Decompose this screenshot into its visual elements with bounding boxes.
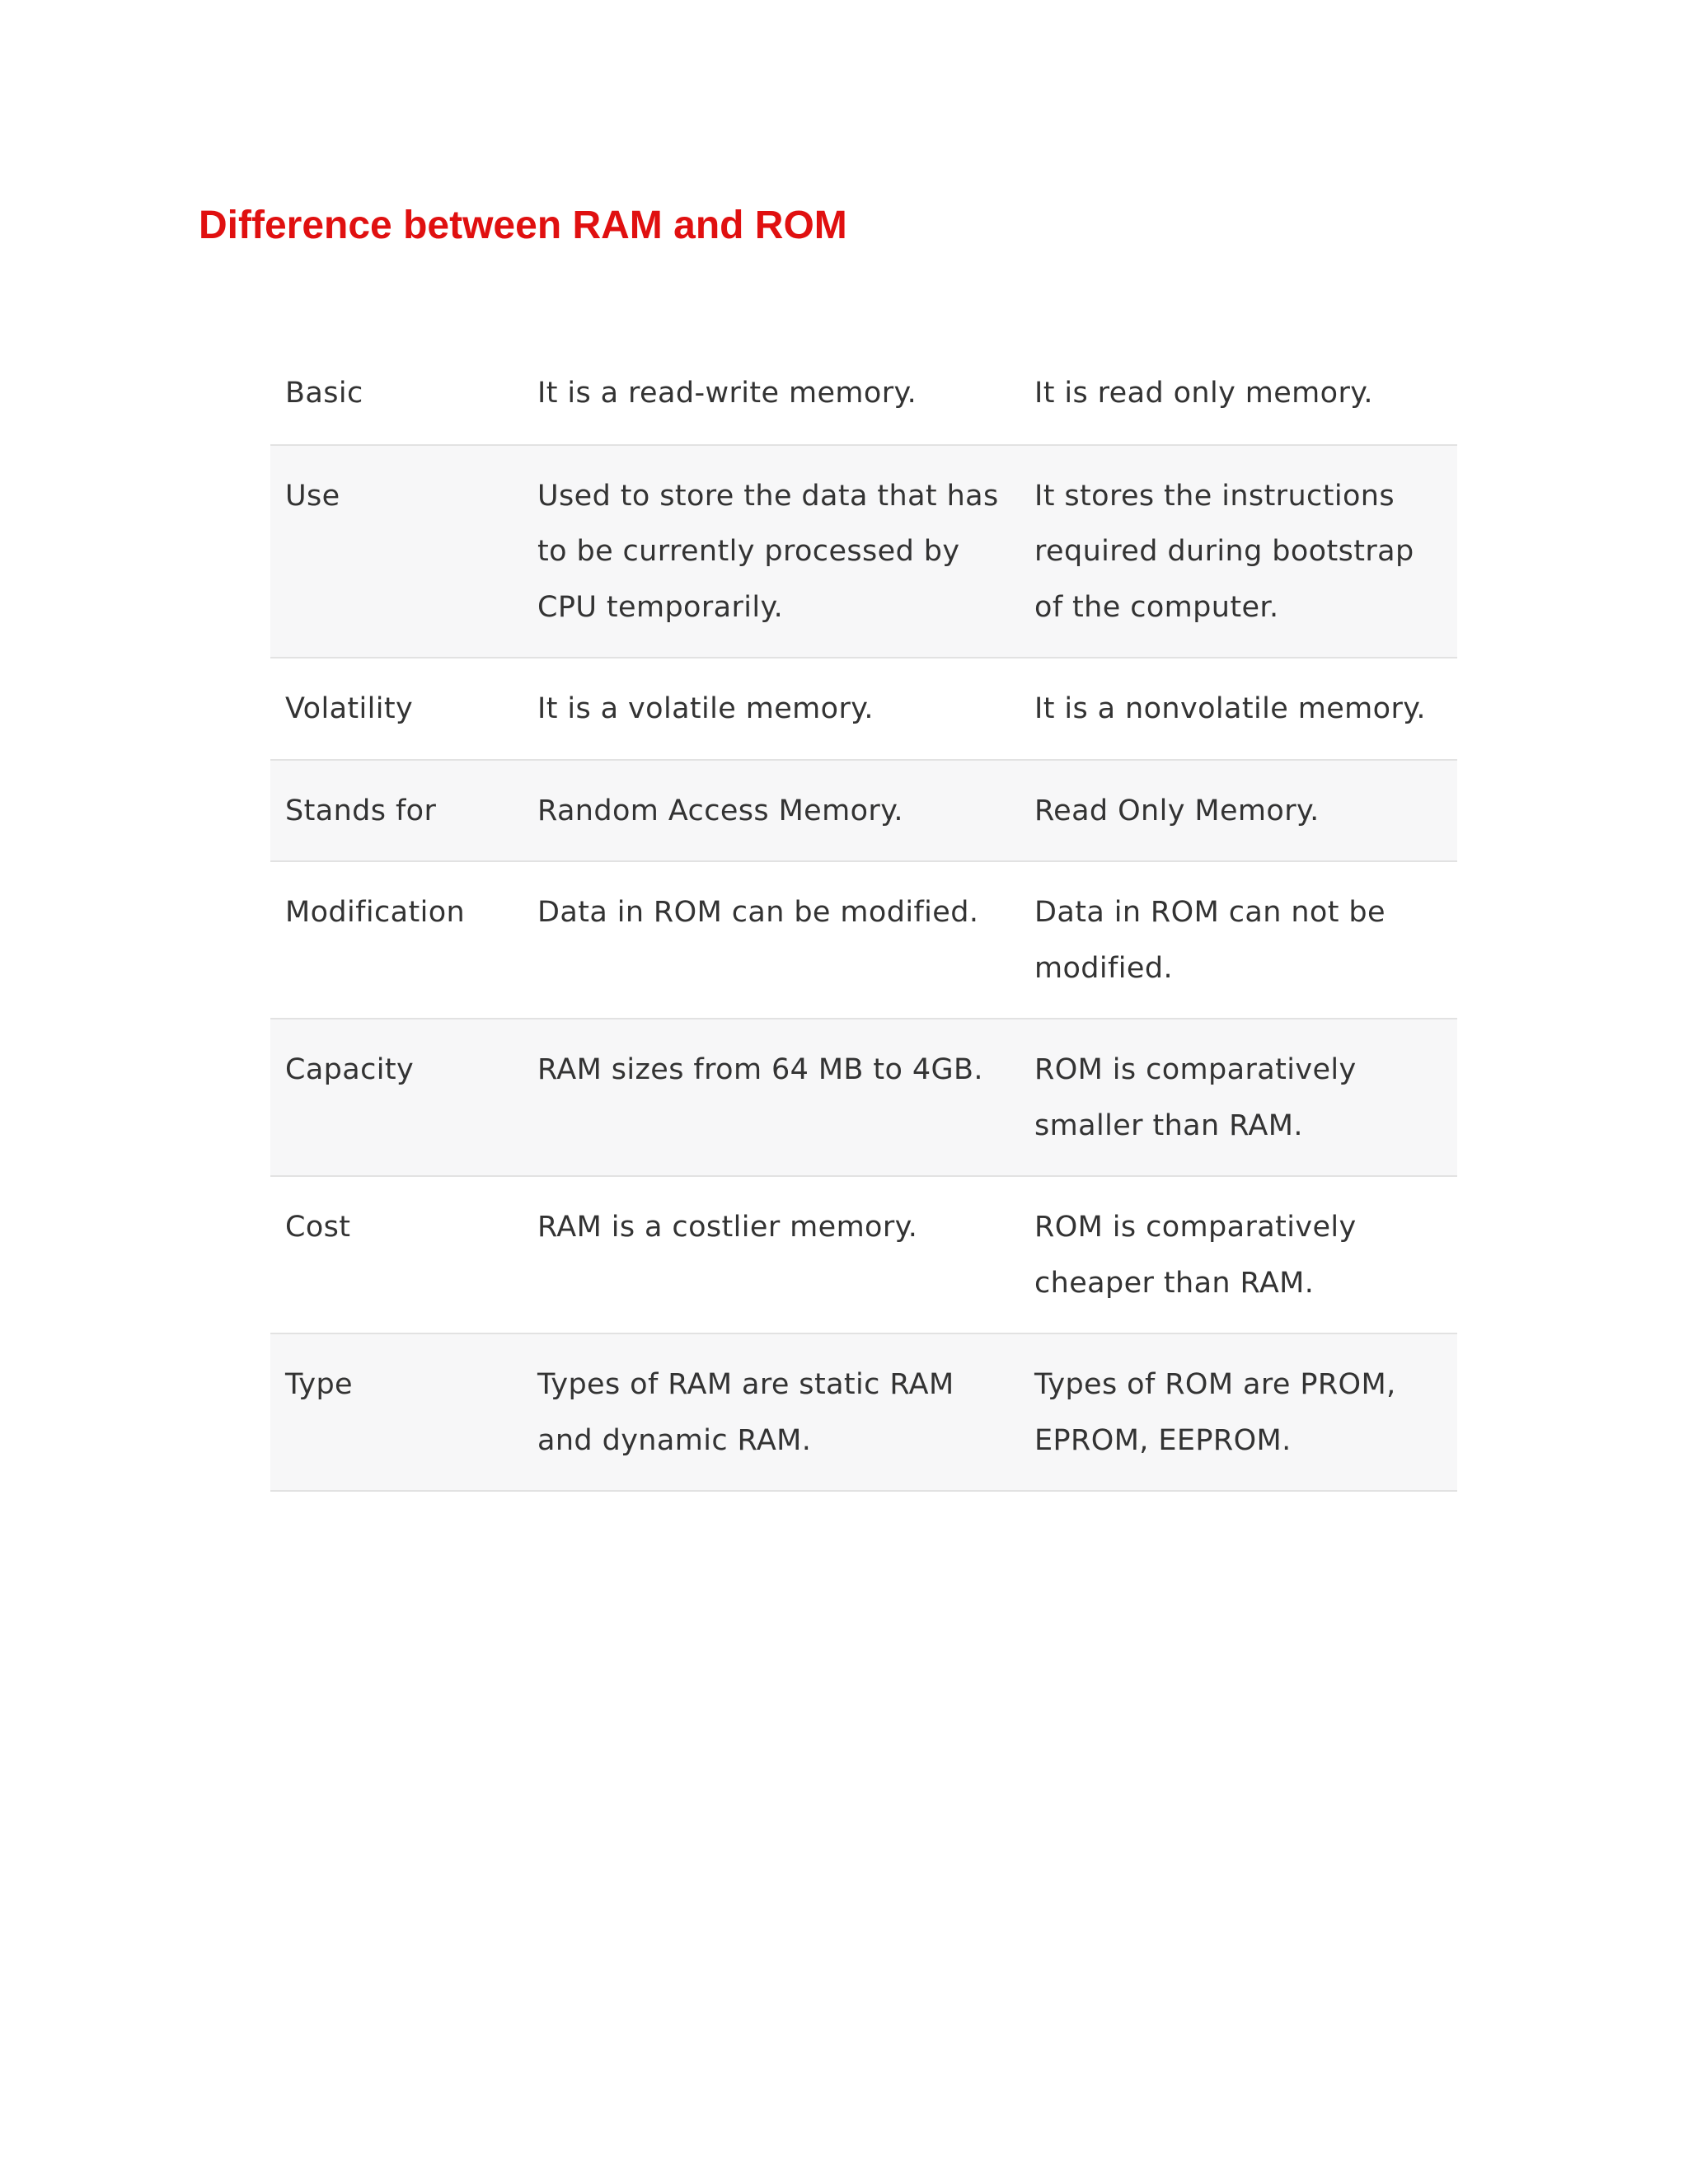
row-label: Modification [270, 861, 523, 1019]
ram-cell: It is a volatile memory. [523, 658, 1020, 760]
rom-cell: It stores the instructions required during bootstrap of the computer. [1020, 445, 1457, 658]
table-row [270, 658, 1457, 760]
ram-cell: Used to store the data that has to be currently processed by CPU temporarily. [523, 445, 1020, 658]
ram-cell: RAM sizes from 64 MB to 4GB. [523, 1019, 1020, 1176]
row-label: Volatility [270, 658, 523, 760]
rom-cell: Types of ROM are PROM, EPROM, EEPROM. [1020, 1333, 1457, 1491]
table-row [270, 861, 1457, 1019]
row-label: Stands for [270, 760, 523, 862]
table-row [270, 1176, 1457, 1333]
table-row [270, 1019, 1457, 1176]
rom-cell: Read Only Memory. [1020, 760, 1457, 862]
rom-cell: It is read only memory. [1020, 345, 1457, 445]
ram-cell: Types of RAM are static RAM and dynamic RAM. [523, 1333, 1020, 1491]
ram-cell: RAM is a costlier memory. [523, 1176, 1020, 1333]
row-label: Capacity [270, 1019, 523, 1176]
table-row [270, 1333, 1457, 1491]
row-label: Type [270, 1333, 523, 1491]
table-row [270, 345, 1457, 445]
table-row [270, 760, 1457, 862]
row-label: Basic [270, 345, 523, 445]
row-label: Use [270, 445, 523, 658]
page-title: Difference between RAM and ROM [199, 204, 847, 247]
rom-cell: ROM is comparatively smaller than RAM. [1020, 1019, 1457, 1176]
row-label: Cost [270, 1176, 523, 1333]
ram-cell: Random Access Memory. [523, 760, 1020, 862]
ram-cell: It is a read-write memory. [523, 345, 1020, 445]
comparison-table [270, 345, 1457, 1492]
rom-cell: Data in ROM can not be modified. [1020, 861, 1457, 1019]
rom-cell: ROM is comparatively cheaper than RAM. [1020, 1176, 1457, 1333]
table-row [270, 445, 1457, 658]
ram-cell: Data in ROM can be modified. [523, 861, 1020, 1019]
rom-cell: It is a nonvolatile memory. [1020, 658, 1457, 760]
